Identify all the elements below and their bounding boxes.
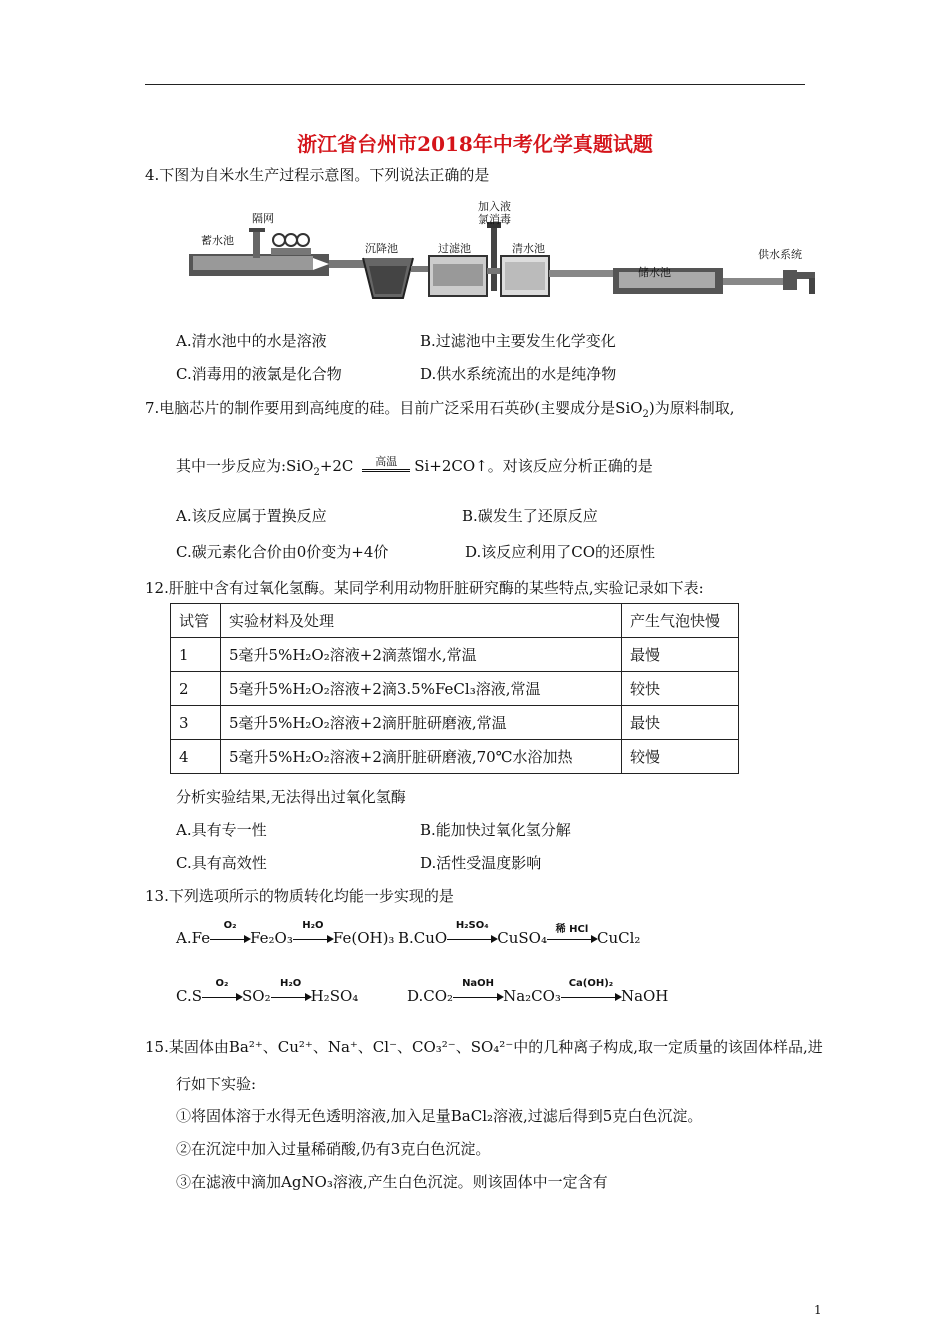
diagram-label: 供水系统 [758, 248, 802, 261]
table-cell: 较快 [622, 672, 739, 706]
q15-step-3: ③在滤液中滴加AgNO₃溶液,产生白色沉淀。则该固体中一定含有 [176, 1173, 608, 1191]
table-cell: 5毫升5%H₂O₂溶液+2滴肝脏研磨液,70℃水浴加热 [221, 740, 622, 774]
q4-option-d: D.供水系统流出的水是纯净物 [420, 365, 617, 383]
table-row [171, 638, 739, 672]
q13-option-c: C.S O₂ SO₂ H₂O H₂SO₄ [176, 978, 359, 1005]
table-header: 实验材料及处理 [221, 604, 622, 638]
reaction-arrow: Ca(OH)₂ [561, 990, 621, 1004]
q7-option-a: A.该反应属于置换反应 [176, 507, 327, 525]
page-number: 1 [814, 1303, 822, 1317]
table-cell: 5毫升5%H₂O₂溶液+2滴肝脏研磨液,常温 [221, 706, 622, 740]
header-rule [145, 84, 805, 85]
q12-after: 分析实验结果,无法得出过氧化氢酶 [176, 788, 406, 806]
table-cell: 5毫升5%H₂O₂溶液+2滴3.5%FeCl₃溶液,常温 [221, 672, 622, 706]
reaction-condition: 高温 [362, 453, 410, 472]
q15-stem: 15.某固体由Ba²⁺、Cu²⁺、Na⁺、Cl⁻、CO₃²⁻、SO₄²⁻中的几种离子构成,取一定质量的该固体样品,进 [145, 1038, 823, 1056]
q7-option-d: D.该反应利用了CO的还原性 [465, 543, 656, 561]
reaction-arrow: 稀 HCl [547, 932, 597, 946]
reaction-arrow: H₂SO₄ [447, 932, 497, 946]
reaction-arrow: H₂O [271, 990, 311, 1004]
q4-option-a: A.清水池中的水是溶液 [176, 332, 327, 350]
page-title: 浙江省台州市2018年中考化学真题试题 [297, 132, 653, 156]
q15-stem-line2: 行如下实验: [176, 1075, 257, 1093]
table-cell: 5毫升5%H₂O₂溶液+2滴蒸馏水,常温 [221, 638, 622, 672]
table-header: 试管 [171, 604, 221, 638]
q15-step-2: ②在沉淀中加入过量稀硝酸,仍有3克白色沉淀。 [176, 1140, 491, 1158]
table-header-row [171, 604, 739, 638]
diagram-label: 蓄水池 [201, 234, 234, 247]
table-cell: 最快 [622, 706, 739, 740]
reaction-arrow: O₂ [210, 932, 250, 946]
table-row [171, 672, 739, 706]
q7-option-b: B.碳发生了还原反应 [462, 507, 598, 525]
q4-stem: 4.下图为自米水生产过程示意图。下列说法正确的是 [145, 166, 490, 184]
reaction-arrow: H₂O [293, 932, 333, 946]
table-cell: 最慢 [622, 638, 739, 672]
table-cell: 1 [171, 638, 221, 672]
table-cell: 4 [171, 740, 221, 774]
q12-option-b: B.能加快过氧化氢分解 [420, 821, 571, 839]
q7-stem: 7.电脑芯片的制作要用到高纯度的硅。目前广泛采用石英砂(主婴成分是SiO$_2$)为原料制取, [145, 399, 735, 420]
q12-option-a: A.具有专一性 [176, 821, 267, 839]
table-cell: 3 [171, 706, 221, 740]
q4-option-b: B.过滤池中主要发生化学变化 [420, 332, 616, 350]
q13-option-d: D.CO₂ NaOH Na₂CO₃ Ca(OH)₂ NaOH [407, 978, 669, 1005]
reaction-arrow: O₂ [202, 990, 242, 1004]
diagram-label: 储水池 [638, 266, 671, 279]
q12-option-c: C.具有高效性 [176, 854, 267, 872]
q7-equation: 其中一步反应为:SiO$_2$+2C 高温 Si+2CO↑。对该反应分析正确的是 [176, 455, 653, 478]
diagram-label: 隔网 [252, 212, 274, 225]
experiment-table [170, 603, 739, 774]
table-cell: 较慢 [622, 740, 739, 774]
q15-step-1: ①将固体溶于水得无色透明溶液,加入足量BaCl₂溶液,过滤后得到5克白色沉淀。 [176, 1107, 703, 1125]
table-cell: 2 [171, 672, 221, 706]
q7-option-c: C.碳元素化合价由0价变为+4价 [176, 543, 389, 561]
diagram-label: 沉降池 [365, 242, 398, 255]
q4-option-c: C.消毒用的液氯是化合物 [176, 365, 342, 383]
q13-option-b: B.CuO H₂SO₄ CuSO₄ 稀 HCl CuCl₂ [398, 920, 641, 947]
diagram-label: 过滤池 [438, 242, 471, 255]
q13-stem: 13.下列选项所示的物质转化均能一步实现的是 [145, 887, 454, 905]
q12-stem: 12.肝脏中含有过氧化氢酶。某同学利用动物肝脏研究酶的某些特点,实验记录如下表: [145, 579, 704, 597]
table-row [171, 706, 739, 740]
diagram-label: 加入液 [478, 200, 511, 213]
q12-option-d: D.活性受温度影响 [420, 854, 542, 872]
reaction-arrow: NaOH [453, 990, 503, 1004]
diagram-label: 清水池 [512, 242, 545, 255]
diagram-label: 氯消毒 [478, 213, 511, 226]
q13-option-a: A.Fe O₂ Fe₂O₃ H₂O Fe(OH)₃ [176, 920, 395, 947]
table-row [171, 740, 739, 774]
table-header: 产生气泡快慢 [622, 604, 739, 638]
